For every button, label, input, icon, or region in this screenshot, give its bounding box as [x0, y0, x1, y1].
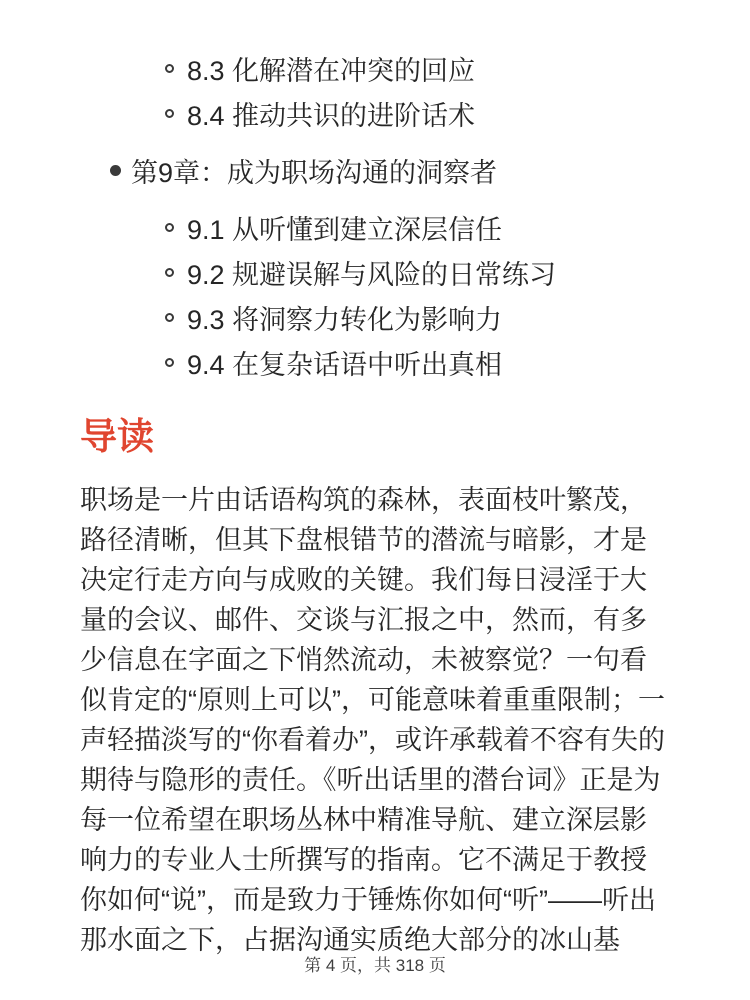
toc-item-9-1[interactable]: [80, 205, 672, 250]
toc-item-label: 9.4 在复杂话语中听出真相: [187, 350, 503, 380]
toc-item-label: 9.2 规避误解与风险的日常练习: [187, 260, 557, 290]
circle-bullet-icon: [165, 268, 174, 277]
toc-item-label: 9.1 从听懂到建立深层信任: [187, 215, 503, 245]
toc-item-9-3[interactable]: [80, 295, 672, 340]
toc-item-label: 第9章：成为职场沟通的洞察者: [131, 158, 498, 188]
toc-item-chapter-9[interactable]: [80, 148, 672, 193]
intro-paragraph: 职场是一片由话语构筑的森林，表面枝叶繁茂，路径清晰，但其下盘根错节的潜流与暗影，才是决定行走方向与成败的关键。我们每日浸淫于大量的会议、邮件、交谈与汇报之中，然而，有多少信息在字面之下悄然流动，未被察觉？一句看似肯定的“原则上可以”，可能意味着重重限制；一声轻描淡写的“你看着办”，或许承载着不容有失的期待与隐形的责任。《听出话里的潜台词》正是为每一位希望在职场丛林中精准导航、建立深层影响力的专业人士所撰写的指南。它不满足于教授你如何“说”，而是致力于锤炼你如何“听”——听出那水面之下，占据沟通实质绝大部分的冰山基: [80, 485, 665, 955]
table-of-contents: [80, 0, 672, 385]
toc-item-9-2[interactable]: [80, 250, 672, 295]
toc-item-8-3[interactable]: [80, 46, 672, 91]
toc-item-label: 9.3 将洞察力转化为影响力: [187, 305, 503, 335]
toc-item-9-4[interactable]: [80, 340, 672, 385]
toc-item-label: 8.3 化解潜在冲突的回应: [187, 56, 476, 86]
circle-bullet-icon: [165, 64, 174, 73]
toc-item-8-4[interactable]: [80, 91, 672, 136]
intro-section-heading: 导读: [80, 416, 154, 457]
circle-bullet-icon: [165, 313, 174, 322]
page-number-footer: 第 4 页，共 318 页: [304, 956, 446, 975]
toc-item-label: 8.4 推动共识的进阶话术: [187, 101, 476, 131]
circle-bullet-icon: [165, 223, 174, 232]
disc-bullet-icon: [110, 165, 121, 176]
circle-bullet-icon: [165, 358, 174, 367]
circle-bullet-icon: [165, 109, 174, 118]
